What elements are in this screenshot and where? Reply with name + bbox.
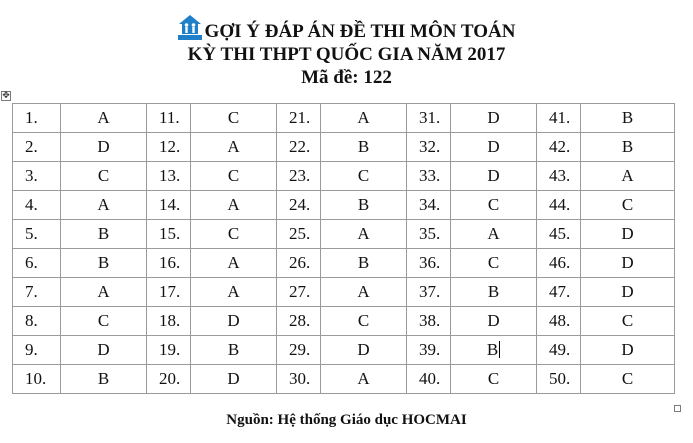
question-number: 20. [147,365,191,394]
answer-cell[interactable]: A [321,220,407,249]
question-number: 16. [147,249,191,278]
exam-code: Mã đề: 122 [301,67,392,88]
question-number: 6. [13,249,61,278]
answer-cell[interactable]: A [321,104,407,133]
answer-cell[interactable]: C [191,220,277,249]
question-number: 31. [407,104,451,133]
answer-cell[interactable]: D [191,365,277,394]
answer-cell[interactable]: C [451,191,537,220]
question-number: 43. [537,162,581,191]
table-row [13,336,675,365]
answer-cell[interactable]: D [61,133,147,162]
table-row [13,133,675,162]
answer-cell[interactable]: C [61,307,147,336]
question-number: 23. [277,162,321,191]
question-number: 3. [13,162,61,191]
question-number: 1. [13,104,61,133]
answer-cell[interactable]: B [61,220,147,249]
answer-cell[interactable]: A [191,191,277,220]
answer-cell[interactable]: A [321,278,407,307]
answer-table [12,103,675,394]
answer-cell[interactable]: A [61,191,147,220]
answer-cell[interactable]: B [451,278,537,307]
question-number: 22. [277,133,321,162]
answer-cell[interactable]: C [321,307,407,336]
question-number: 49. [537,336,581,365]
answer-cell[interactable]: B [61,249,147,278]
question-number: 38. [407,307,451,336]
question-number: 11. [147,104,191,133]
question-number: 37. [407,278,451,307]
answer-cell[interactable]: A [321,365,407,394]
answer-cell[interactable]: A [191,278,277,307]
question-number: 18. [147,307,191,336]
answer-cell[interactable]: D [581,249,675,278]
question-number: 29. [277,336,321,365]
answer-cell[interactable]: C [321,162,407,191]
question-number: 12. [147,133,191,162]
answer-cell[interactable]: B [581,133,675,162]
hocmai-logo-icon [178,14,202,40]
question-number: 34. [407,191,451,220]
answer-cell[interactable]: C [61,162,147,191]
table-move-handle-icon[interactable]: ✥ [2,91,10,101]
question-number: 4. [13,191,61,220]
question-number: 8. [13,307,61,336]
question-number: 44. [537,191,581,220]
table-row [13,220,675,249]
answer-cell[interactable]: B [321,133,407,162]
question-number: 32. [407,133,451,162]
question-number: 41. [537,104,581,133]
table-row [13,162,675,191]
table-row [13,365,675,394]
answer-cell[interactable]: B [581,104,675,133]
answer-cell[interactable]: D [581,220,675,249]
answer-cell[interactable]: A [61,278,147,307]
question-number: 2. [13,133,61,162]
question-number: 30. [277,365,321,394]
question-number: 35. [407,220,451,249]
question-number: 45. [537,220,581,249]
question-number: 25. [277,220,321,249]
answer-cell[interactable]: C [191,104,277,133]
question-number: 14. [147,191,191,220]
answer-cell[interactable]: A [581,162,675,191]
answer-cell[interactable]: B [191,336,277,365]
page-title: GỢI Ý ĐÁP ÁN ĐỀ THI MÔN TOÁN [204,21,516,42]
question-number: 42. [537,133,581,162]
answer-cell[interactable]: A [451,220,537,249]
question-number: 50. [537,365,581,394]
answer-cell[interactable]: A [61,104,147,133]
table-row [13,307,675,336]
question-number: 36. [407,249,451,278]
answer-cell[interactable]: C [451,249,537,278]
answer-cell[interactable]: D [451,307,537,336]
answer-cell[interactable]: D [61,336,147,365]
answer-cell[interactable]: B [321,249,407,278]
question-number: 26. [277,249,321,278]
question-number: 9. [13,336,61,365]
answer-cell[interactable]: D [451,133,537,162]
answer-cell[interactable]: D [321,336,407,365]
answer-cell[interactable]: D [191,307,277,336]
table-row [13,278,675,307]
question-number: 13. [147,162,191,191]
question-number: 15. [147,220,191,249]
answer-cell[interactable]: B [451,336,537,365]
question-number: 17. [147,278,191,307]
question-number: 5. [13,220,61,249]
answer-cell[interactable]: C [581,365,675,394]
title-line [0,14,693,43]
question-number: 48. [537,307,581,336]
question-number: 33. [407,162,451,191]
question-number: 46. [537,249,581,278]
answer-cell[interactable]: D [451,104,537,133]
question-number: 28. [277,307,321,336]
table-row [13,249,675,278]
answer-cell[interactable]: A [191,133,277,162]
table-row [13,191,675,220]
answer-cell[interactable]: C [191,162,277,191]
question-number: 40. [407,365,451,394]
answer-cell[interactable]: A [191,249,277,278]
question-number: 47. [537,278,581,307]
answer-cell[interactable]: C [581,307,675,336]
exam-subtitle: KỲ THI THPT QUỐC GIA NĂM 2017 [187,44,506,65]
answer-cell[interactable]: C [581,191,675,220]
answer-cell[interactable]: D [581,336,675,365]
source-note: Nguồn: Hệ thống Giáo dục HOCMAI [226,412,467,428]
document-header [0,14,693,89]
question-number: 21. [277,104,321,133]
answer-cell[interactable]: D [451,162,537,191]
answer-cell[interactable]: B [61,365,147,394]
question-number: 39. [407,336,451,365]
answer-table-body [13,104,675,394]
question-number: 24. [277,191,321,220]
table-row [13,104,675,133]
question-number: 7. [13,278,61,307]
text-cursor [499,341,500,358]
answer-cell[interactable]: D [581,278,675,307]
question-number: 27. [277,278,321,307]
answer-cell[interactable]: B [321,191,407,220]
question-number: 19. [147,336,191,365]
answer-cell[interactable]: C [451,365,537,394]
question-number: 10. [13,365,61,394]
